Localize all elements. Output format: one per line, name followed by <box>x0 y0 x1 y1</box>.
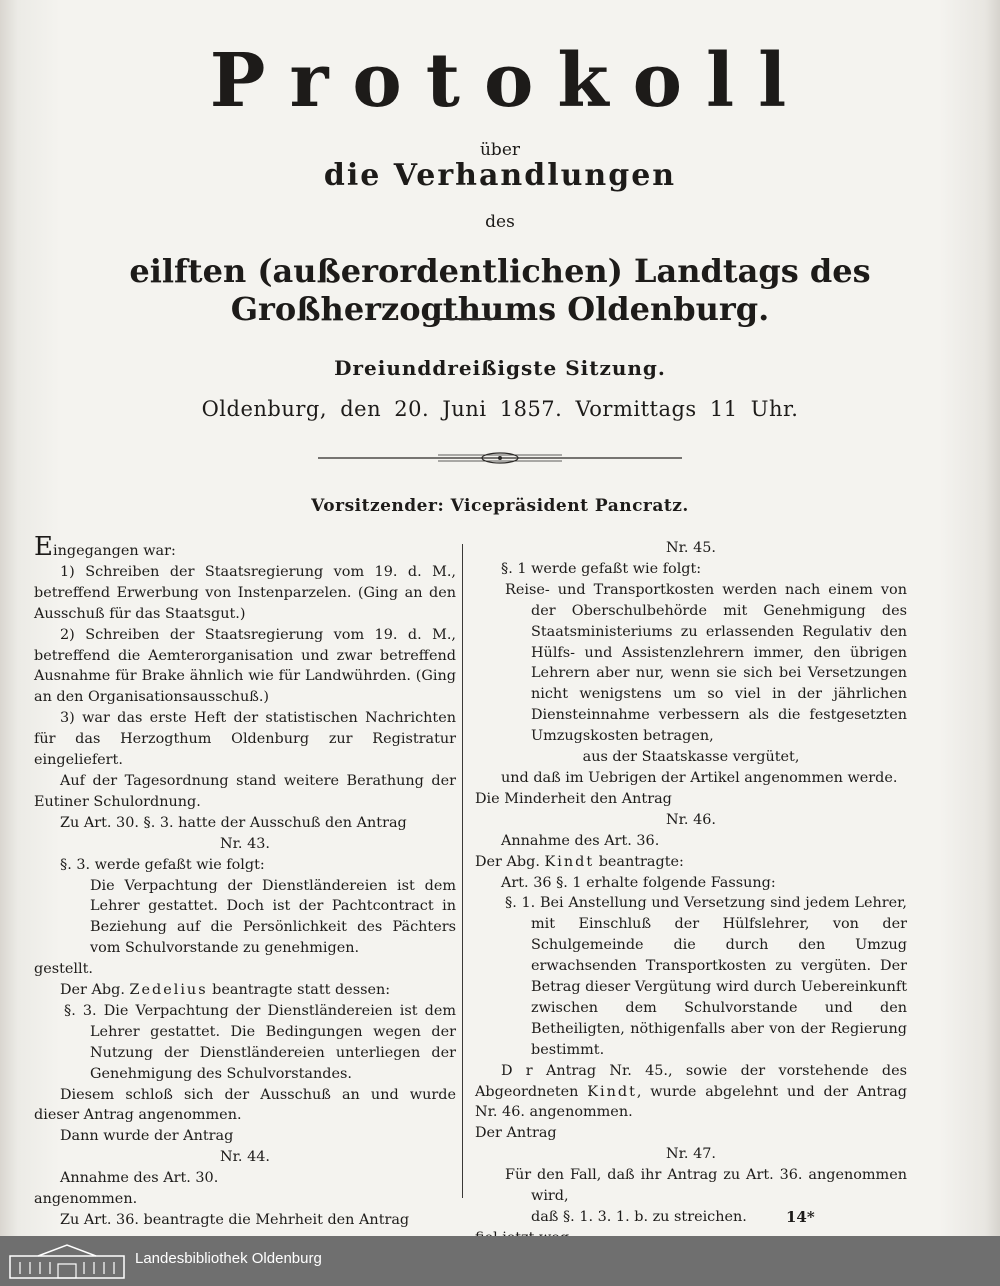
ornament-rule-icon <box>318 452 682 464</box>
quoted-text: daß §. 1. 3. 1. b. zu streichen. <box>531 1209 747 1225</box>
motion-number: Nr. 46. <box>666 811 716 828</box>
left-column <box>34 532 456 1231</box>
paragraph: Annahme des Art. 30. <box>60 1170 219 1187</box>
paragraph: aus der Staatskasse vergütet, <box>582 749 800 766</box>
landtag-heading: eilften (außerordentlichen) Landtags des Großherzogthums Oldenburg. <box>129 252 871 328</box>
paragraph: Diesem schloß sich der Ausschuß an und wurde dieser Antrag angenommen. <box>34 1086 456 1124</box>
footer-bar <box>0 1236 1000 1286</box>
paragraph: §. 1 werde gefaßt wie folgt: <box>501 560 702 577</box>
column-divider <box>462 544 463 1198</box>
right-column <box>475 538 907 1249</box>
paragraph: Die Minderheit den Antrag <box>475 790 672 807</box>
quoted-text: Für den Fall, daß ihr Antrag zu Art. 36. angenommen wird, <box>505 1167 907 1205</box>
document-title: Protokoll <box>209 38 811 124</box>
paragraph: gestellt. <box>34 961 93 978</box>
paragraph: und daß im Uebrigen der Artikel angenommen werde. <box>501 769 898 786</box>
paragraph: Auf der Tagesordnung stand weitere Berathung der Eutiner Schulordnung. <box>34 772 456 810</box>
paragraph: Art. 36 §. 1 erhalte folgende Fassung: <box>501 874 776 891</box>
quoted-text: Die Verpachtung der Dienstländereien ist dem Lehrer gestattet. Doch ist der Pachtcontract in Beziehung auf die Persönlichkeit des Pächters vom Schulvorstande zu genehmigen. <box>90 877 456 957</box>
motion-number: Nr. 45. <box>666 540 716 556</box>
deputy-name: Kindt <box>587 1083 637 1100</box>
motion-number: Nr. 44. <box>220 1149 270 1166</box>
library-building-icon <box>8 1242 126 1280</box>
library-name: Landesbibliothek Oldenburg <box>135 1250 322 1267</box>
paragraph: angenommen. <box>34 1191 138 1208</box>
paragraph: Der Abg. Zedelius beantragte statt dessen: <box>60 982 391 999</box>
page-number: 14* <box>786 1208 815 1226</box>
quoted-text: §. 3. Die Verpachtung der Dienstländereien ist dem Lehrer gestattet. Die Bedingungen wegen der Nutzung der Dienstländereien unterliegen der Genehmigung des Schulvorstandes. <box>64 1002 456 1082</box>
paragraph: Annahme des Art. 36. <box>501 832 660 849</box>
paragraph: Dann wurde der Antrag <box>60 1128 234 1145</box>
dateline: Oldenburg, den 20. Juni 1857. Vormittags 11 Uhr. <box>201 397 799 421</box>
deputy-name: Zedelius <box>129 982 208 999</box>
motion-number: Nr. 43. <box>220 835 270 852</box>
paragraph: 2) Schreiben der Staatsregierung vom 19. d. M., betreffend die Aemterorganisation und zwar betreffend Ausnahme für Brake ähnlich wie für Landwührden. (Ging an den Organisationsausschuß.) <box>34 626 456 706</box>
subtitle-des: des <box>485 212 515 232</box>
paragraph: Zu Art. 36. beantragte die Mehrheit den Antrag <box>60 1212 410 1228</box>
subtitle-verhandlungen: die Verhandlungen <box>323 158 677 193</box>
session-heading: Dreiunddreißigste Sitzung. <box>334 356 666 380</box>
heading-rule <box>427 318 513 320</box>
paragraph: D r Antrag Nr. 45., sowie der vorstehende des Abgeordneten Kindt, wurde abgelehnt und der Antrag Nr. 46. angenommen. <box>475 1062 907 1121</box>
paragraph: 1) Schreiben der Staatsregierung vom 19. d. M., betreffend Erwerbung von Instenparzelen. (Ging an den Ausschuß für das Staatsgut.) <box>34 563 456 622</box>
quoted-text: Reise- und Transportkosten werden nach einem von der Oberschulbehörde mit Genehmigung des Staatsministeriums zu erlassenden Regulativ den Hülfs- und Assistenzlehrern immer, den übrigen Lehrern aber nur, wenn sie sich bei Versetzungen nicht wenigstens um so viel in der jährlichen Diensteinnahme verbessern als die festgesetzten Umzugskosten betragen, <box>505 581 907 745</box>
paragraph: Zu Art. 30. §. 3. hatte der Ausschuß den Antrag <box>60 814 407 831</box>
motion-number: Nr. 47. <box>666 1146 716 1163</box>
subtitle-uber: über <box>479 140 521 160</box>
chair-line: Vorsitzender: Vicepräsident Pancratz. <box>311 496 689 516</box>
paragraph: Der Antrag <box>475 1125 557 1142</box>
received-intro: Eingegangen war: <box>34 532 176 562</box>
paragraph: 3) war das erste Heft der statistischen Nachrichten für das Herzogthum Oldenburg zur Registratur eingeliefert. <box>34 710 456 769</box>
paragraph: §. 3. werde gefaßt wie folgt: <box>60 856 265 873</box>
paragraph: Der Abg. Kindt beantragte: <box>475 853 684 870</box>
deputy-name: Kindt <box>544 853 595 870</box>
quoted-text: §. 1. Bei Anstellung und Versetzung sind jedem Lehrer, mit Einschluß der Hülfslehrer, von der Schulgemeinde die durch den Umzug erwachsenden Transportkosten zu vergüten. Der Betrag dieser Vergütung wird durch Uebereinkunft zwischen dem Schulvorstande und den Betheiligten, nöthigenfalls aber von der Regierung bestimmt. <box>505 895 907 1058</box>
